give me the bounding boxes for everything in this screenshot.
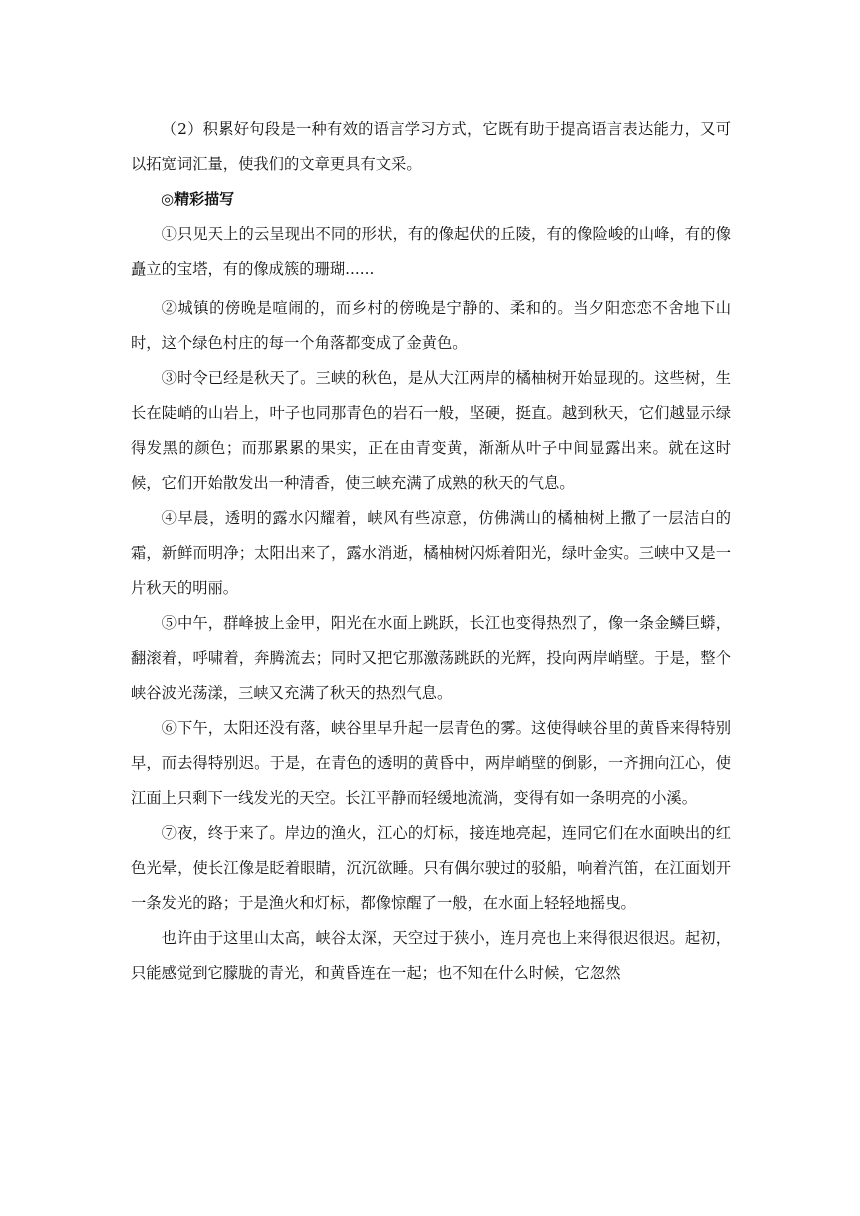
paragraph-5: ⑤中午，群峰披上金甲，阳光在水面上跳跃，长江也变得热烈了，像一条金鳞巨蟒，翻滚着，呼啸着，奔腾流去；同时又把它那激荡跳跃的光辉，投向两岸峭壁。于是，整个峡谷波光荡漾，三峡又充满了秋天的热烈气息。 [131,614,731,702]
document-body [131,112,731,991]
section-heading: ◎精彩描写 [161,190,235,208]
paragraph-4: ④早晨，透明的露水闪耀着，峡风有些凉意，仿佛满山的橘柚树上撒了一层洁白的霜，新鲜而明净；太阳出来了，露水消逝，橘柚树闪烁着阳光，绿叶金实。三峡中又是一片秋天的明丽。 [131,509,731,597]
paragraph-7: ⑦夜，终于来了。岸边的渔火，江心的灯标，接连地亮起，连同它们在水面映出的红色光晕，使长江像是眨着眼睛，沉沉欲睡。只有偶尔驶过的驳船，响着汽笛，在江面划开一条发光的路；于是渔火和灯标，都像惊醒了一般，在水面上轻轻地摇曳。 [131,824,731,912]
paragraph-1: ①只见天上的云呈现出不同的形状，有的像起伏的丘陵，有的像险峻的山峰，有的像矗立的宝塔，有的像成簇的珊瑚...... [131,225,731,278]
paragraph-2: ②城镇的傍晚是喧闹的，而乡村的傍晚是宁静的、柔和的。当夕阳恋恋不舍地下山时，这个绿色村庄的每一个角落都变成了金黄色。 [131,299,731,352]
paragraph-8: 也许由于这里山太高，峡谷太深，天空过于狭小，连月亮也上来得很迟很迟。起初，只能感觉到它朦胧的青光，和黄昏连在一起；也不知在什么时候，它忽然 [131,929,731,982]
paragraph-6: ⑥下午，太阳还没有落，峡谷里早升起一层青色的雾。这使得峡谷里的黄昏来得特别早，而去得特别迟。于是，在青色的透明的黄昏中，两岸峭壁的倒影，一齐拥向江心，使江面上只剩下一线发光的天空。长江平静而轻缓地流淌，变得有如一条明亮的小溪。 [131,719,731,807]
intro-paragraph: （2）积累好句段是一种有效的语言学习方式，它既有助于提高语言表达能力，又可以拓宽词汇量，使我们的文章更具有文采。 [131,120,731,173]
paragraph-3: ③时令已经是秋天了。三峡的秋色，是从大江两岸的橘柚树开始显现的。这些树，生长在陡峭的山岩上，叶子也同那青色的岩石一般，坚硬，挺直。越到秋天，它们越显示绿得发黑的颜色；而那累累的果实，正在由青变黄，渐渐从叶子中间显露出来。就在这时候，它们开始散发出一种清香，使三峡充满了成熟的秋天的气息。 [131,369,731,492]
